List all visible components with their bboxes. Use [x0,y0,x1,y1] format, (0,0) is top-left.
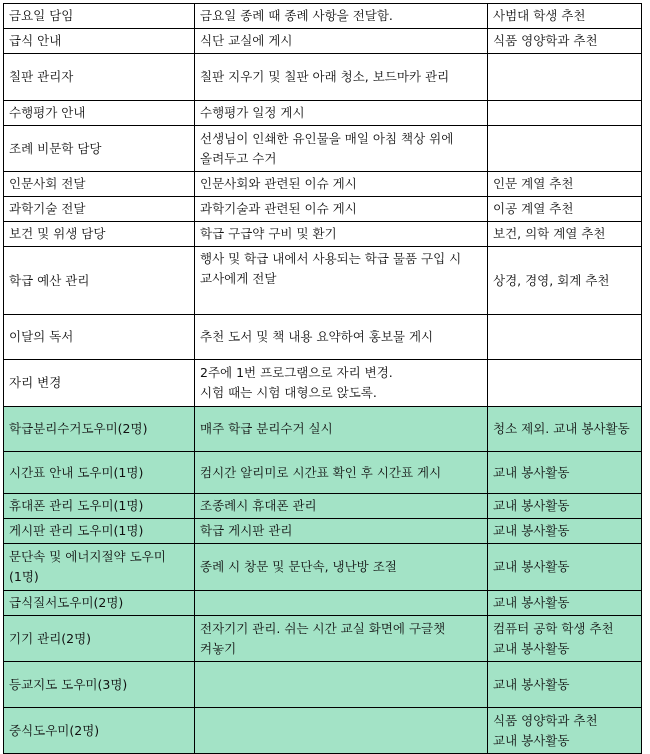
note-cell: 보건, 의학 계열 추천 [488,222,642,247]
table-row [4,360,642,407]
role-cell: 시간표 안내 도우미(1명) [4,452,195,494]
description-cell: 칠판 지우기 및 칠판 아래 청소, 보드마카 관리 [195,54,488,101]
table-row [4,452,642,494]
note-cell [488,315,642,360]
table-row [4,662,642,708]
description-cell: 학급 구급약 구비 및 환기 [195,222,488,247]
description-cell: 전자기기 관리. 쉬는 시간 교실 화면에 구글챗 켜놓기 [195,616,488,662]
role-cell: 등교지도 도우미(3명) [4,662,195,708]
role-cell: 기기 관리(2명) [4,616,195,662]
note-cell: 청소 제외. 교내 봉사활동 [488,407,642,452]
table-row [4,197,642,222]
description-cell: 매주 학급 분리수거 실시 [195,407,488,452]
role-cell: 문단속 및 에너지절약 도우미(1명) [4,544,195,591]
role-cell: 급식 안내 [4,29,195,54]
role-cell: 급식질서도우미(2명) [4,591,195,616]
note-cell: 식품 영양학과 추천 교내 봉사활동 [488,708,642,754]
table-row [4,494,642,519]
table-row [4,29,642,54]
description-cell: 컴시간 알리미로 시간표 확인 후 시간표 게시 [195,452,488,494]
note-cell: 교내 봉사활동 [488,494,642,519]
description-cell: 선생님이 인쇄한 유인물을 매일 아침 책상 위에 올려두고 수거 [195,126,488,172]
table-row [4,126,642,172]
description-cell [195,591,488,616]
table-row [4,4,642,29]
note-cell [488,126,642,172]
table-row [4,544,642,591]
role-cell: 학급분리수거도우미(2명) [4,407,195,452]
note-cell: 교내 봉사활동 [488,662,642,708]
description-cell: 추천 도서 및 책 내용 요약하여 홍보물 게시 [195,315,488,360]
note-cell [488,360,642,407]
note-cell: 컴퓨터 공학 학생 추천 교내 봉사활동 [488,616,642,662]
role-cell: 중식도우미(2명) [4,708,195,754]
description-cell: 수행평가 일정 게시 [195,101,488,126]
role-cell: 인문사회 전달 [4,172,195,197]
role-cell: 학급 예산 관리 [4,247,195,315]
note-cell: 교내 봉사활동 [488,591,642,616]
description-cell: 종례 시 창문 및 문단속, 냉난방 조절 [195,544,488,591]
note-cell: 교내 봉사활동 [488,544,642,591]
description-cell: 과학기술과 관련된 이슈 게시 [195,197,488,222]
role-cell: 과학기술 전달 [4,197,195,222]
description-cell: 2주에 1번 프로그램으로 자리 변경. 시험 때는 시험 대형으로 앉도록. [195,360,488,407]
description-cell [195,662,488,708]
role-cell: 휴대폰 관리 도우미(1명) [4,494,195,519]
table-row [4,101,642,126]
duty-table [3,3,642,754]
role-cell: 칠판 관리자 [4,54,195,101]
note-cell: 교내 봉사활동 [488,519,642,544]
description-cell: 조종례시 휴대폰 관리 [195,494,488,519]
note-cell: 사범대 학생 추천 [488,4,642,29]
note-cell [488,101,642,126]
note-cell: 상경, 경영, 회계 추천 [488,247,642,315]
table-row [4,54,642,101]
role-cell: 이달의 독서 [4,315,195,360]
note-cell: 인문 계열 추천 [488,172,642,197]
table-row [4,315,642,360]
table-row [4,519,642,544]
role-cell: 자리 변경 [4,360,195,407]
table-row [4,591,642,616]
role-cell: 보건 및 위생 담당 [4,222,195,247]
note-cell: 이공 계열 추천 [488,197,642,222]
table-row [4,172,642,197]
role-cell: 게시판 관리 도우미(1명) [4,519,195,544]
note-cell [488,54,642,101]
table-row [4,222,642,247]
role-cell: 수행평가 안내 [4,101,195,126]
role-cell: 금요일 담임 [4,4,195,29]
description-cell: 학급 게시판 관리 [195,519,488,544]
description-cell: 금요일 종례 때 종례 사항을 전달함. [195,4,488,29]
description-cell [195,708,488,754]
table-row [4,407,642,452]
note-cell: 교내 봉사활동 [488,452,642,494]
note-cell: 식품 영양학과 추천 [488,29,642,54]
table-row [4,708,642,754]
table-row [4,616,642,662]
role-cell: 조례 비문학 담당 [4,126,195,172]
description-cell: 인문사회와 관련된 이슈 게시 [195,172,488,197]
description-cell: 행사 및 학급 내에서 사용되는 학급 물품 구입 시 교사에게 전달 [195,247,488,315]
description-cell: 식단 교실에 게시 [195,29,488,54]
table-row [4,247,642,315]
